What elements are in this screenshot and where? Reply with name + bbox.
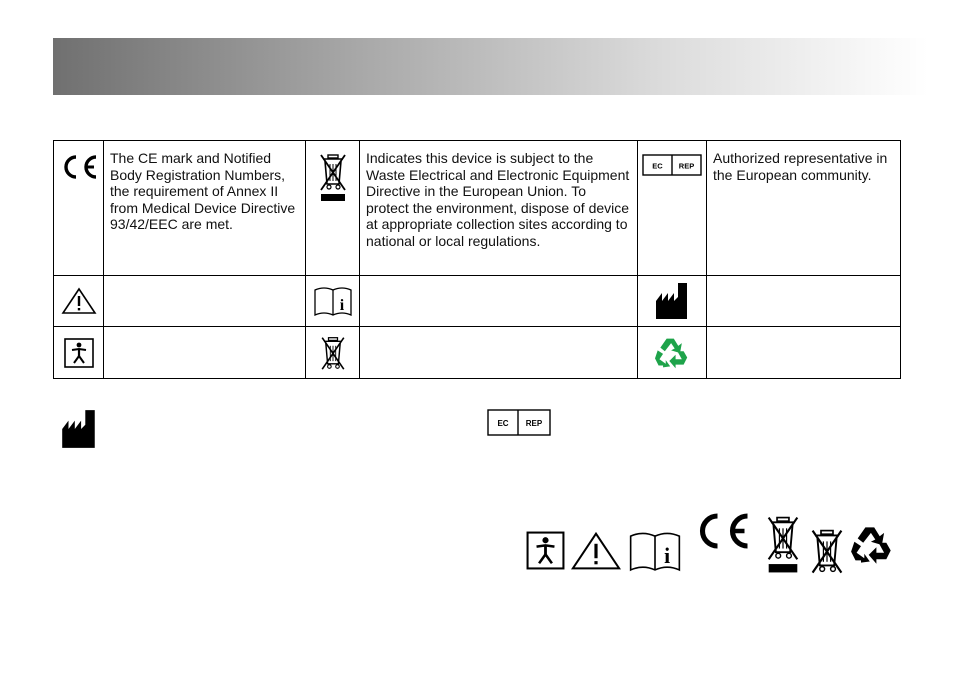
ce-mark-icon — [59, 153, 99, 181]
caution-icon — [61, 287, 97, 315]
recycle-icon — [654, 336, 690, 370]
manufacturer-icon — [654, 281, 690, 321]
symbol-table — [53, 140, 901, 379]
ec-label: EC — [497, 419, 509, 428]
ec-rep-icon — [487, 409, 551, 436]
weee-cell — [306, 141, 360, 276]
weee-bin-icon — [318, 152, 348, 204]
rep-label: REP — [678, 161, 695, 171]
instructions-icon — [312, 284, 354, 318]
weee-small-description — [360, 327, 638, 379]
weee-small-cell — [306, 327, 360, 379]
info-glyph: i — [339, 297, 344, 314]
weee-bin-icon — [808, 527, 846, 575]
manufacturer-cell — [638, 276, 707, 327]
caution-icon — [570, 530, 622, 572]
ec-rep-description: Authorized representative in the European community. — [707, 141, 901, 276]
manufacturer-description — [707, 276, 901, 327]
weee-bin-icon — [319, 335, 347, 371]
instructions-cell — [306, 276, 360, 327]
caution-description — [104, 276, 306, 327]
type-bf-icon — [525, 530, 566, 571]
recycle-description — [707, 327, 901, 379]
type-bf-description — [104, 327, 306, 379]
header-bar — [53, 38, 928, 95]
ce-mark-cell — [54, 141, 104, 276]
recycle-icon — [850, 524, 894, 566]
instructions-description — [360, 276, 638, 327]
ce-mark-icon — [692, 510, 752, 552]
caution-cell — [54, 276, 104, 327]
type-bf-cell — [54, 327, 104, 379]
ec-rep-cell — [638, 141, 707, 276]
type-bf-icon — [63, 337, 95, 369]
ec-rep-icon — [642, 154, 702, 176]
ce-mark-description: The CE mark and Notified Body Registration Numbers, the requirement of Annex II from Medical Device Directive 93/42/EEC are met. — [104, 141, 306, 276]
weee-bin-icon — [764, 514, 802, 576]
recycle-cell — [638, 327, 707, 379]
manufacturer-icon — [60, 408, 98, 450]
info-glyph: i — [664, 544, 671, 569]
weee-description: Indicates this device is subject to the Waste Electrical and Electronic Equipment Directive in the European Union. To protect the environment, dispose of device at appropriate collection sites according to national or local regulations. — [360, 141, 638, 276]
ec-label: EC — [652, 161, 663, 171]
instructions-icon — [626, 528, 684, 574]
rep-label: REP — [525, 419, 543, 428]
